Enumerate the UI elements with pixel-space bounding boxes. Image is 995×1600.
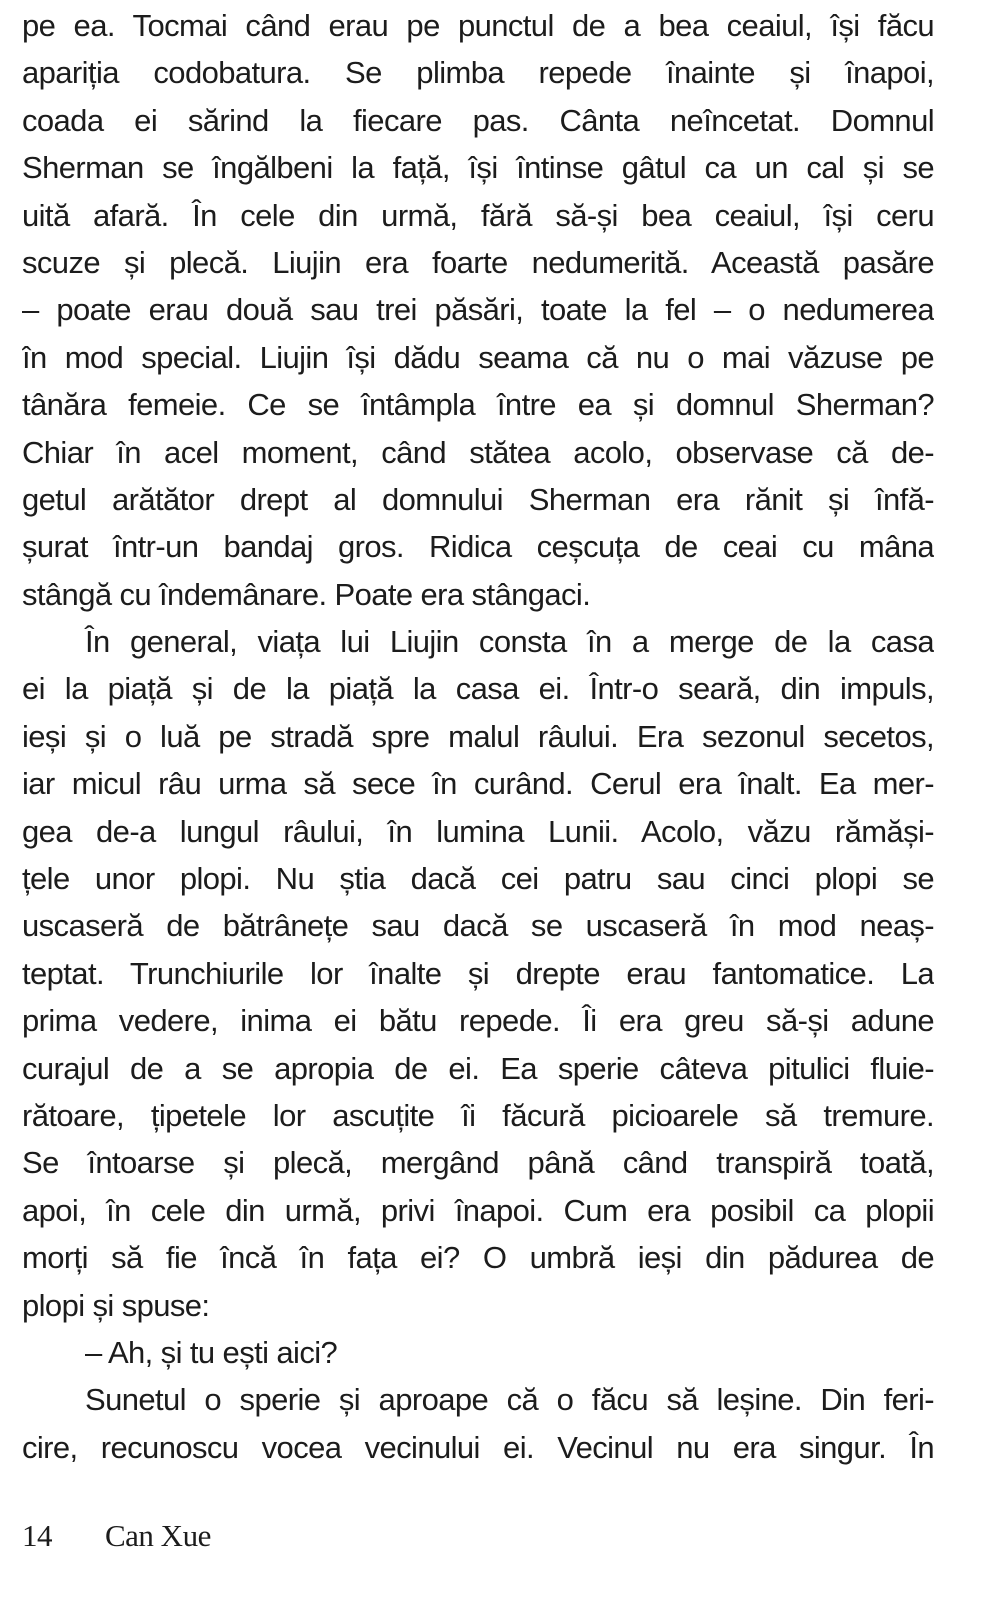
book-page-body [22,2,934,1471]
text-line: getul arătător drept al domnului Sherman era rănit și înfă- [22,481,934,517]
text-line: teptat. Trunchiurile lor înalte și drepte erau fantomatice. La [22,955,934,991]
text-line: ei la piață și de la piață la casa ei. Într-o seară, din impuls, [22,671,934,707]
text-line: șurat într-un bandaj gros. Ridica ceșcuța de ceai cu mâna [22,529,934,565]
text-line: curajul de a se apropia de ei. Ea sperie câteva pitulici fluie- [22,1050,934,1086]
text-line: cire, recunoscu vocea vecinului ei. Vecinul nu era singur. În [22,1429,934,1465]
text-line: uită afară. În cele din urmă, fără să-și bea ceaiul, își ceru [22,197,934,233]
text-line: apariția codobatura. Se plimba repede înainte și înapoi, [22,55,934,91]
paragraph-end-line: stângă cu îndemânare. Poate era stângaci. [22,576,591,612]
text-line: ieși și o luă pe stradă spre malul râului. Era sezonul secetos, [22,718,934,754]
paragraph-end-line: plopi și spuse: [22,1287,210,1323]
text-line: prima vedere, inima ei bătu repede. Îi era greu să-și adune [22,1003,934,1039]
page-number: 14 [22,1518,52,1553]
text-line: – poate erau două sau trei păsări, toate la fel – o nedumerea [22,292,934,328]
text-line: Sherman se îngălbeni la față, își întinse gâtul ca un cal și se [22,150,934,186]
text-line: uscaseră de bătrânețe sau dacă se uscaseră în mod neaș- [22,908,934,944]
paragraph-start-line: În general, viața lui Liujin consta în a merge de la casa [85,624,934,660]
text-line: scuze și plecă. Liujin era foarte nedumerită. Această pasăre [22,244,934,280]
text-line: Chiar în acel moment, când stătea acolo, observase că de- [22,434,934,470]
page-footer [22,1518,211,1554]
text-line: gea de-a lungul râului, în lumina Lunii. Acolo, văzu rămăși- [22,813,934,849]
text-line: Se întoarse și plecă, mergând până când transpiră toată, [22,1145,934,1181]
text-line: tânăra femeie. Ce se întâmpla între ea și domnul Sherman? [22,387,934,423]
text-line: iar micul râu urma să sece în curând. Cerul era înalt. Ea mer- [22,766,934,802]
running-author: Can Xue [105,1518,211,1553]
text-line: țele unor plopi. Nu știa dacă cei patru sau cinci plopi se [22,861,934,897]
dialogue-line: – Ah, și tu ești aici? [85,1334,338,1370]
text-line: coada ei sărind la fiecare pas. Cânta neîncetat. Domnul [22,102,934,138]
text-line: morți să fie încă în fața ei? O umbră ieși din pădurea de [22,1240,934,1276]
text-line: în mod special. Liujin își dădu seama că nu o mai văzuse pe [22,339,934,375]
paragraph-start-line: Sunetul o sperie și aproape că o făcu să leșine. Din feri- [85,1382,934,1418]
text-line: apoi, în cele din urmă, privi înapoi. Cum era posibil ca plopii [22,1192,934,1228]
text-line: pe ea. Tocmai când erau pe punctul de a bea ceaiul, își făcu [22,8,934,43]
text-line: rătoare, țipetele lor ascuțite îi făcură picioarele să tremure. [22,1097,934,1133]
